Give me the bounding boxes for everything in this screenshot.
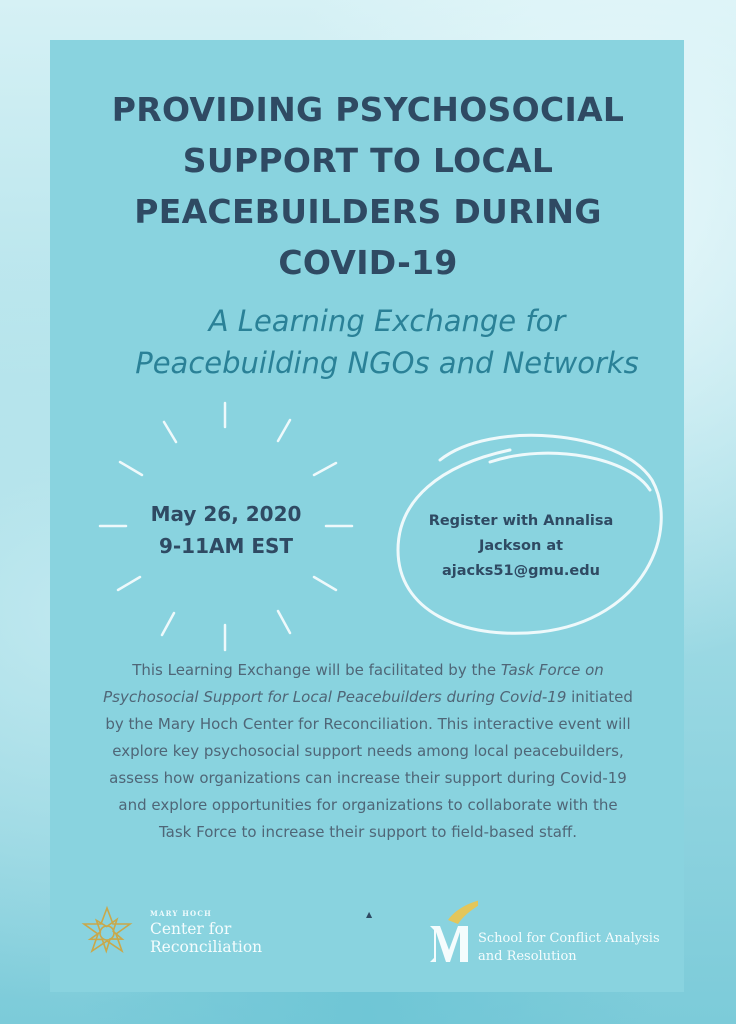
- small-mark: ▲: [366, 910, 373, 919]
- event-description: This Learning Exchange will be facilitated by the Task Force on Psychosocial Support for Local Peacebuilders during Covid-19 initiated by the Mary Hoch Center for Reconciliation. This interactive event will explore key psychosocial support needs among local peacebuilders, assess how organizations can increase their support during Covid-19 and explore opportunities for organizations to collaborate with the Task Force to increase their support to field-based staff.: [103, 661, 633, 841]
- event-date: May 26, 2020: [150, 502, 302, 526]
- contact-email[interactable]: ajacks51@gmu.edu: [442, 563, 600, 579]
- event-date-time: [116, 498, 336, 562]
- event-title: PROVIDING PSYCHOSOCIAL SUPPORT TO LOCAL PEACEBUILDERS DURING COVID-19: [111, 90, 625, 282]
- mary-hoch-center-logo: MARY HOCH Center for Reconciliation: [78, 904, 278, 966]
- gmu-m-icon: [428, 898, 478, 964]
- registration-info: Register with Annalisa Jackson at ajacks51@gmu.edu: [400, 509, 642, 584]
- event-subtitle: A Learning Exchange for Peacebuilding NGOs and Networks: [135, 304, 639, 380]
- event-time: 9-11AM EST: [158, 534, 294, 558]
- school-conflict-analysis-logo: School for Conflict Analysis and Resolution: [428, 898, 698, 968]
- star-mandala-icon: [78, 904, 136, 962]
